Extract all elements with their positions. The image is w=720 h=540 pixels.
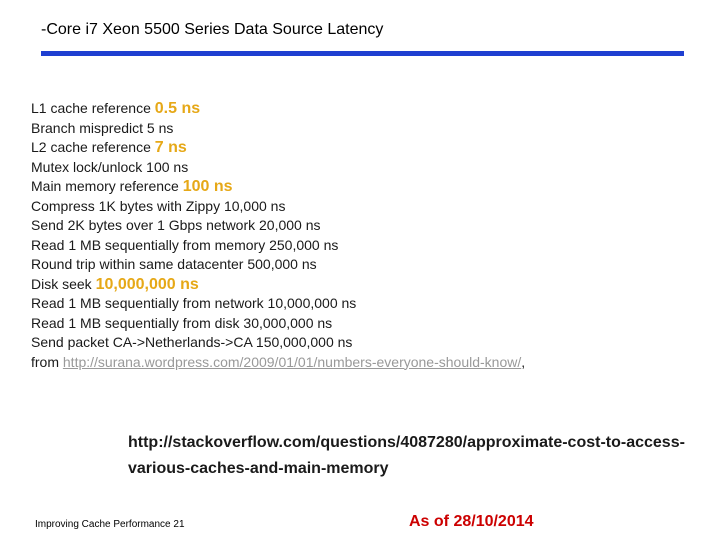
slide-title: -Core i7 Xeon 5500 Series Data Source Latency	[41, 21, 384, 38]
latency-item	[31, 294, 571, 314]
latency-emphasis: 10,000,000 ns	[95, 275, 199, 293]
latency-item	[31, 255, 571, 275]
reference-url: http://stackoverflow.com/questions/4087280/approximate-cost-to-access-various-caches-and-main-memory	[128, 434, 685, 477]
latency-text: L2 cache reference	[31, 139, 155, 155]
latency-item	[31, 197, 571, 217]
latency-text: Round trip within same datacenter 500,000 ns	[31, 256, 317, 272]
source-line	[31, 353, 571, 373]
latency-text: Mutex lock/unlock 100 ns	[31, 158, 189, 175]
latency-emphasis: 7 ns	[154, 139, 187, 156]
latency-list	[31, 99, 571, 372]
latency-text: Read 1 MB sequentially from disk 30,000,000 ns	[31, 314, 333, 331]
latency-text: Main memory reference	[31, 178, 183, 194]
latency-text: L1 cache reference	[31, 100, 155, 116]
latency-emphasis: 0.5 ns	[154, 100, 201, 117]
latency-text: Read 1 MB sequentially from memory 250,000 ns	[31, 236, 339, 253]
latency-text: Branch mispredict 5 ns	[31, 119, 174, 136]
latency-item	[31, 158, 571, 178]
latency-item	[31, 177, 571, 197]
latency-item	[31, 333, 571, 353]
footer-date: As of 28/10/2014	[409, 513, 534, 530]
source-link[interactable]: http://surana.wordpress.com/2009/01/01/numbers-everyone-should-know/	[62, 353, 522, 370]
latency-item	[31, 314, 571, 334]
latency-emphasis: 100 ns	[182, 178, 233, 195]
latency-item	[31, 216, 571, 236]
latency-item	[31, 99, 571, 119]
latency-text: Send 2K bytes over 1 Gbps network 20,000 ns	[31, 217, 321, 233]
latency-item	[31, 236, 571, 256]
latency-item	[31, 275, 571, 295]
title-rule	[41, 51, 684, 56]
source-suffix: ,	[521, 353, 526, 370]
latency-text: Read 1 MB sequentially from network 10,000,000 ns	[31, 295, 357, 311]
latency-text: Disk seek	[31, 275, 96, 292]
footer-slide-label: Improving Cache Performance 21	[35, 519, 185, 530]
latency-item	[31, 119, 571, 139]
latency-item	[31, 138, 571, 158]
source-prefix: from	[31, 353, 63, 370]
latency-text: Compress 1K bytes with Zippy 10,000 ns	[31, 197, 286, 214]
latency-text: Send packet CA->Netherlands->CA 150,000,000 ns	[31, 334, 353, 350]
